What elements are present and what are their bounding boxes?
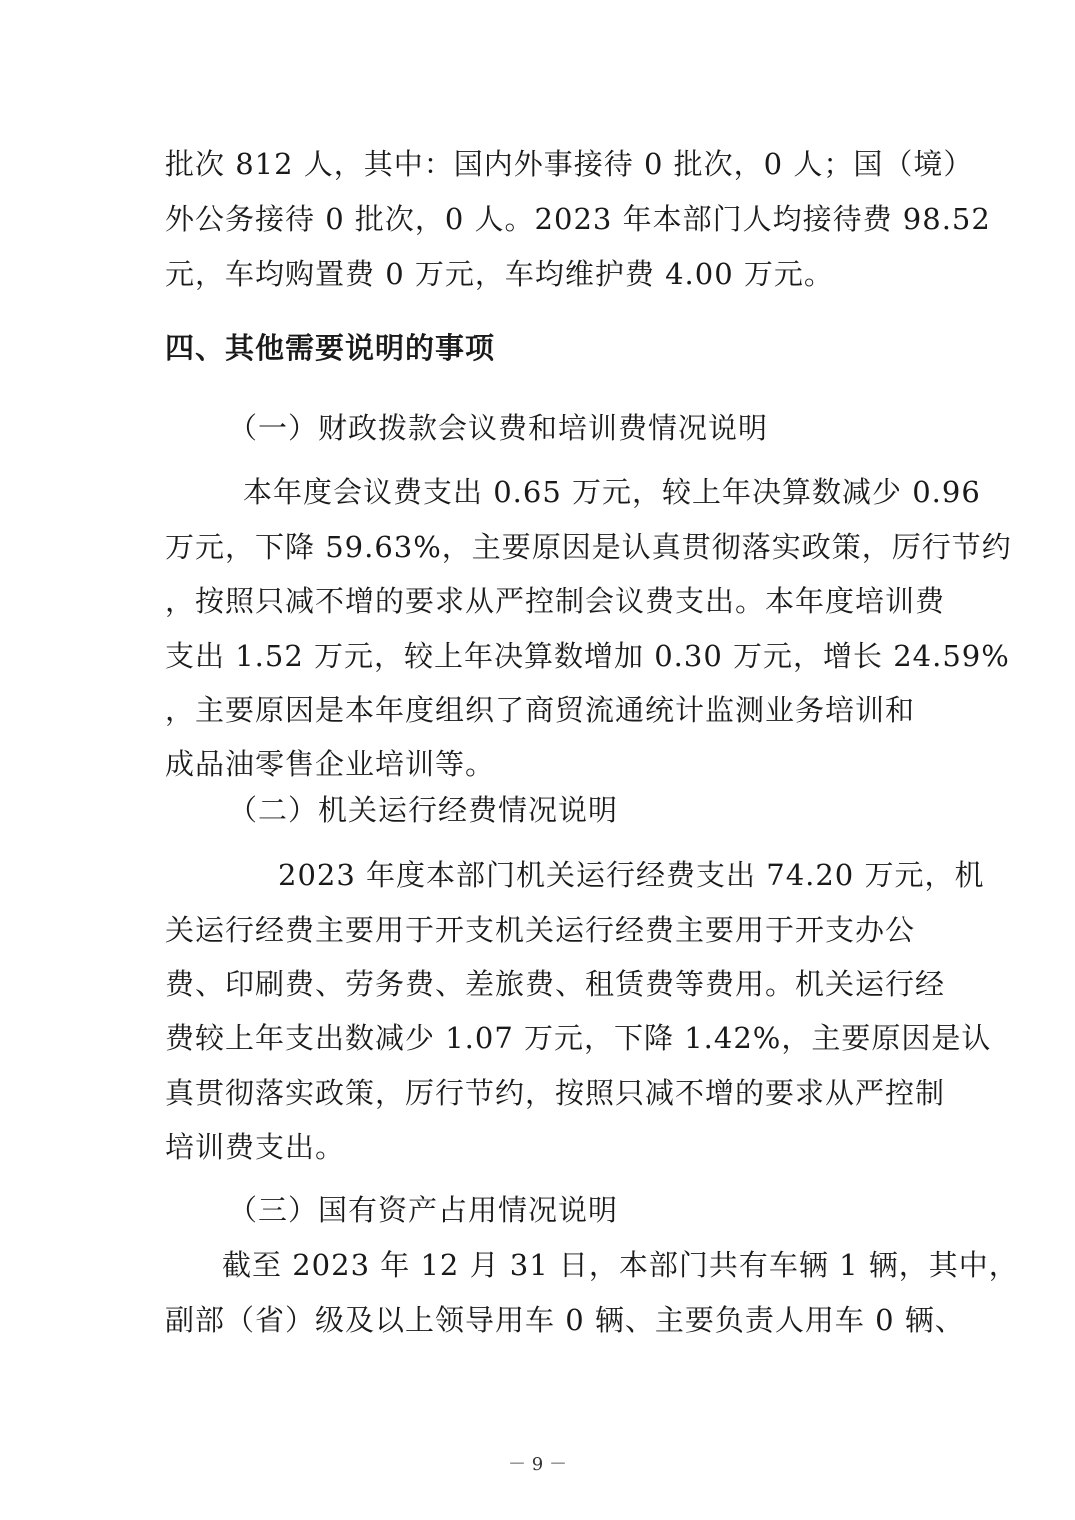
sub2-line-3: 费、印刷费、劳务费、差旅费、租赁费等费用。机关运行经 bbox=[165, 967, 946, 1001]
intro-line-2: 外公务接待 0 批次，0 人。2023 年本部门人均接待费 98.52 bbox=[165, 202, 991, 236]
sub2-line-1: 2023 年度本部门机关运行经费支出 74.20 万元，机 bbox=[278, 858, 985, 892]
subsection-2-title: （二）机关运行经费情况说明 bbox=[228, 793, 619, 827]
subsection-1-title: （一）财政拨款会议费和培训费情况说明 bbox=[228, 411, 769, 445]
section-title: 四、其他需要说明的事项 bbox=[165, 331, 496, 365]
sub1-line-1: 本年度会议费支出 0.65 万元，较上年决算数减少 0.96 bbox=[243, 475, 981, 509]
sub1-line-3: ，按照只减不增的要求从严控制会议费支出。本年度培训费 bbox=[165, 584, 946, 618]
sub3-line-2: 副部（省）级及以上领导用车 0 辆、主要负责人用车 0 辆、 bbox=[165, 1303, 965, 1337]
intro-line-3: 元，车均购置费 0 万元，车均维护费 4.00 万元。 bbox=[165, 257, 834, 291]
page-number: － 9 － bbox=[508, 1454, 567, 1475]
sub1-line-6: 成品油零售企业培训等。 bbox=[165, 747, 496, 781]
sub3-line-1: 截至 2023 年 12 月 31 日，本部门共有车辆 1 辆，其中， bbox=[222, 1248, 1019, 1282]
sub1-line-4: 支出 1.52 万元，较上年决算数增加 0.30 万元，增长 24.59% bbox=[165, 639, 1010, 673]
sub2-line-5: 真贯彻落实政策，厉行节约，按照只减不增的要求从严控制 bbox=[165, 1076, 946, 1110]
sub2-line-4: 费较上年支出数减少 1.07 万元，下降 1.42%，主要原因是认 bbox=[165, 1021, 992, 1055]
subsection-3-title: （三）国有资产占用情况说明 bbox=[228, 1193, 619, 1227]
sub2-line-2: 关运行经费主要用于开支机关运行经费主要用于开支办公 bbox=[165, 913, 916, 947]
sub2-line-6: 培训费支出。 bbox=[165, 1130, 346, 1164]
intro-line-1: 批次 812 人，其中：国内外事接待 0 批次，0 人；国（境） bbox=[165, 147, 974, 181]
sub1-line-2: 万元，下降 59.63%，主要原因是认真贯彻落实政策，厉行节约 bbox=[165, 530, 1012, 564]
sub1-line-5: ，主要原因是本年度组织了商贸流通统计监测业务培训和 bbox=[165, 693, 916, 727]
